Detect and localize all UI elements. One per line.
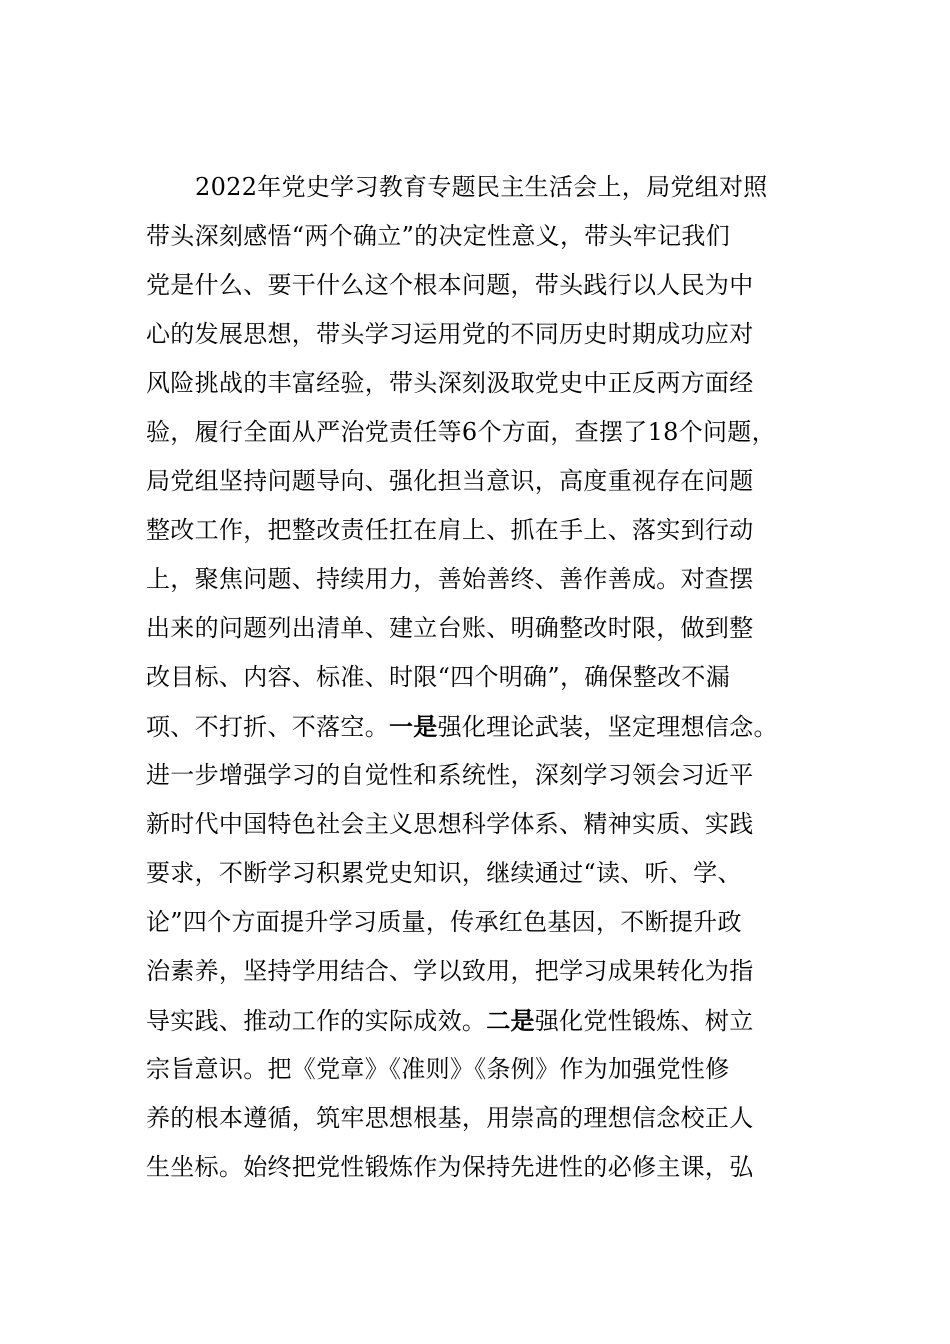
text-segment: 论”四个方面提升学习质量，传承红色基因，不断提升政: [146, 908, 742, 936]
text-line: [146, 800, 806, 849]
text-segment: 强化理论武装，坚定理想信念。: [437, 713, 778, 741]
text-segment: 导实践、推动工作的实际成效。: [146, 1007, 487, 1035]
text-line: [146, 653, 806, 702]
bold-text-segment: 一是: [389, 712, 438, 741]
text-segment: 心的发展思想，带头学习运用党的不同历史时期成功应对: [146, 320, 754, 348]
text-line: [146, 849, 806, 898]
text-line: [146, 310, 806, 359]
text-line: [146, 359, 806, 408]
text-segment: 验，履行全面从严治党责任等6个方面，查摆了18个问题，: [146, 418, 776, 446]
text-line: [146, 947, 806, 996]
bold-text-segment: 二是: [486, 1006, 535, 1035]
text-segment: 项、不打折、不落空。: [146, 713, 389, 741]
text-segment: 风险挑战的丰富经验，带头深刻汲取党史中正反两方面经: [146, 369, 754, 397]
text-segment: 养的根本遵循，筑牢思想根基，用崇高的理想信念校正人: [146, 1104, 754, 1132]
text-line: [146, 408, 806, 457]
text-segment: 2022年党史学习教育专题民主生活会上，局党组对照: [195, 173, 768, 201]
text-line: [146, 261, 806, 310]
text-segment: 新时代中国特色社会主义思想科学体系、精神实质、实践: [146, 810, 754, 838]
text-segment: 治素养，坚持学用结合、学以致用，把学习成果转化为指: [146, 957, 754, 985]
text-segment: 生坐标。始终把党性锻炼作为保持先进性的必修主课，弘: [146, 1153, 754, 1181]
text-line: [146, 1094, 806, 1143]
text-segment: 宗旨意识。把《党章》《准则》《条例》作为加强党性修: [146, 1055, 730, 1083]
text-line: [146, 212, 806, 261]
text-segment: 带头深刻感悟“两个确立”的决定性意义，带头牢记我们: [146, 222, 731, 250]
text-segment: 强化党性锻炼、树立: [534, 1007, 754, 1035]
text-line: [146, 163, 806, 212]
text-line: [146, 898, 806, 947]
text-line: [146, 604, 806, 653]
text-segment: 出来的问题列出清单、建立台账、明确整改时限，做到整: [146, 614, 754, 642]
text-segment: 改目标、内容、标准、时限“四个明确”，确保整改不漏: [146, 663, 731, 691]
text-segment: 上，聚焦问题、持续用力，善始善终、善作善成。对查摆: [146, 565, 754, 593]
text-segment: 进一步增强学习的自觉性和系统性，深刻学习领会习近平: [146, 761, 754, 789]
text-line: [146, 506, 806, 555]
text-segment: 局党组坚持问题导向、强化担当意识，高度重视存在问题: [146, 467, 754, 495]
text-line: [146, 1143, 806, 1192]
text-line: [146, 1045, 806, 1094]
document-body: [146, 163, 806, 1192]
text-line: [146, 751, 806, 800]
text-segment: 党是什么、要干什么这个根本问题，带头践行以人民为中: [146, 271, 754, 299]
text-line: [146, 702, 806, 751]
text-line: [146, 457, 806, 506]
text-segment: 要求，不断学习积累党史知识，继续通过“读、听、学、: [146, 859, 742, 887]
text-segment: 整改工作，把整改责任扛在肩上、抓在手上、落实到行动: [146, 516, 754, 544]
text-line: [146, 996, 806, 1045]
text-line: [146, 555, 806, 604]
